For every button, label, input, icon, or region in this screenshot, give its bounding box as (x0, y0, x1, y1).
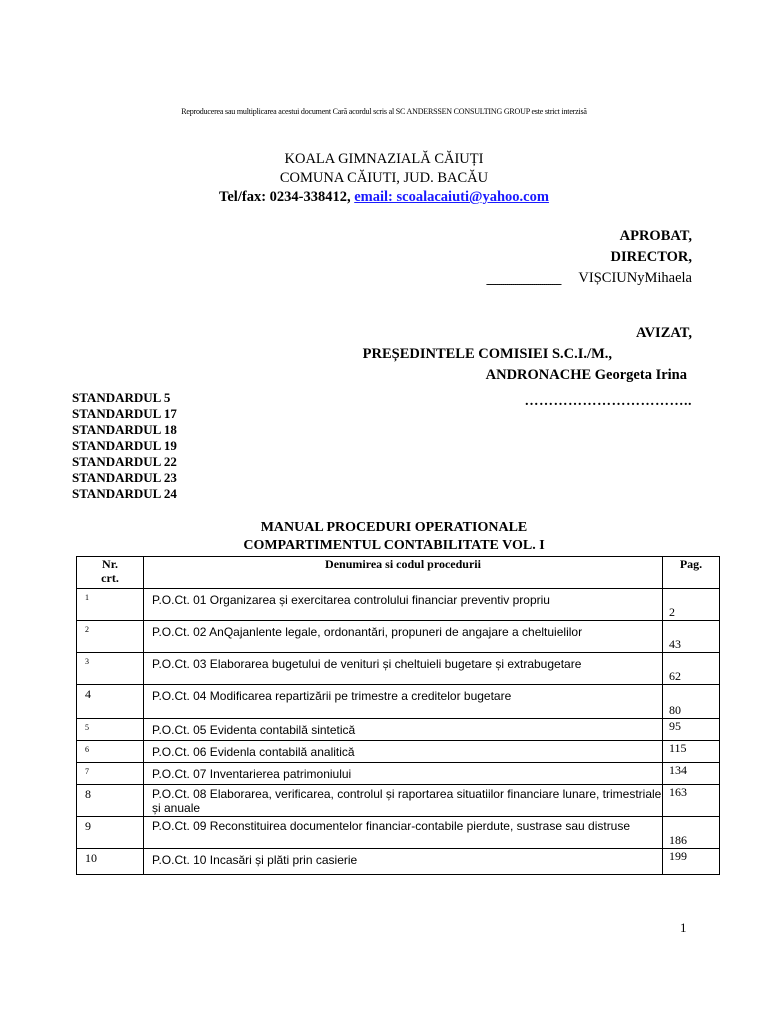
row-number: 2 (85, 625, 89, 634)
header-name: Denumirea si codul procedurii (144, 557, 663, 589)
endorsement-role: PREȘEDINTELE COMISIEI S.C.I./M., (362, 346, 612, 362)
row-number: 4 (85, 687, 91, 701)
approval-signature-line: ------------------------------------ (486, 278, 561, 290)
standard-item: STANDARDUL 22 (72, 454, 177, 469)
procedure-name: P.O.Ct. 08 Elaborarea, verificarea, controlul și raportarea situatiilor financiare lunare, trimestriale și anuale (144, 785, 663, 817)
standard-item: STANDARDUL 18 (72, 422, 177, 437)
procedure-name: P.O.Ct. 07 Inventarierea patrimoniului (144, 763, 663, 785)
row-number: 1 (85, 593, 89, 602)
approval-label: APROBAT, (619, 228, 692, 244)
school-header (0, 150, 768, 207)
procedure-page: 43 (663, 621, 720, 653)
procedures-table (76, 556, 720, 875)
manual-title (0, 519, 768, 555)
row-number: 5 (85, 723, 89, 732)
header-nr (77, 557, 144, 589)
procedure-name: P.O.Ct. 06 Evidenla contabilă analitică (144, 741, 663, 763)
row-number: 10 (85, 851, 97, 865)
procedure-page: 199 (663, 849, 720, 875)
procedure-name: P.O.Ct. 03 Elaborarea bugetului de venituri și cheltuieli bugetare și extrabugetare (144, 653, 663, 685)
endorsement-name: ANDRONACHE Georgeta Irina (485, 367, 687, 383)
school-contact (0, 188, 768, 207)
table-row (77, 621, 720, 653)
row-number: 8 (85, 787, 91, 801)
header-nr-line1: Nr. (102, 557, 118, 571)
manual-title-line2: COMPARTIMENTUL CONTABILITATE VOL. I (243, 538, 545, 553)
standard-item: STANDARDUL 19 (72, 438, 177, 453)
table-row (77, 685, 720, 719)
procedure-name: P.O.Ct. 05 Evidenta contabilă sintetică (144, 719, 663, 741)
endorsement-block (363, 323, 692, 386)
procedure-name: P.O.Ct. 02 AnQajanlente legale, ordonantări, propuneri de angajare a cheltuielilor (144, 621, 663, 653)
table-row (77, 741, 720, 763)
procedure-page: 186 (663, 817, 720, 849)
row-number: 3 (85, 657, 89, 666)
table-header-row (77, 557, 720, 589)
endorsement-signature-line: …………………………….. (524, 394, 692, 409)
table-row (77, 589, 720, 621)
standard-item: STANDARDUL 23 (72, 470, 177, 485)
procedure-name: P.O.Ct. 04 Modificarea repartizării pe trimestre a creditelor bugetare (144, 685, 663, 719)
procedure-page: 134 (663, 763, 720, 785)
table-row (77, 653, 720, 685)
copyright-notice: Reproducerea sau multiplicarea acestui document Cară acordul scris al SC ANDERSSEN CONSULTING GROUP este strict interzisă (181, 107, 587, 116)
school-address: COMUNA CĂIUTI, JUD. BACĂU (279, 170, 489, 186)
school-name: KOALA GIMNAZIALĂ CĂIUȚI (284, 151, 484, 167)
endorsement-label: AVIZAT, (635, 325, 692, 341)
table-row (77, 763, 720, 785)
header-nr-line2: crt. (101, 571, 119, 585)
procedure-name: P.O.Ct. 10 Incasări și plăti prin casierie (144, 849, 663, 875)
procedure-page: 95 (663, 719, 720, 741)
approval-name: VIȘCIUNyMihaela (578, 270, 692, 286)
row-number: 7 (85, 767, 89, 776)
header-page: Pag. (663, 557, 720, 589)
procedure-name: P.O.Ct. 01 Organizarea și exercitarea controlului financiar preventiv propriu (144, 589, 663, 621)
standard-item: STANDARDUL 24 (72, 486, 177, 501)
row-number: 6 (85, 745, 89, 754)
phone-fax: Tel/fax: 0234-338412, (219, 189, 355, 205)
standards-list (72, 390, 177, 502)
row-number: 9 (85, 819, 91, 833)
page-number: 1 (680, 920, 687, 935)
approval-role: DIRECTOR, (610, 249, 692, 265)
table-row (77, 785, 720, 817)
standard-item: STANDARDUL 5 (72, 390, 171, 405)
standard-item: STANDARDUL 17 (72, 406, 177, 421)
table-row (77, 817, 720, 849)
manual-title-line1: MANUAL PROCEDURI OPERATIONALE (260, 520, 528, 535)
procedure-page: 80 (663, 685, 720, 719)
procedure-page: 2 (663, 589, 720, 621)
email-link[interactable]: email: scoalacaiuti@yahoo.com (354, 189, 549, 205)
table-row (77, 849, 720, 875)
approval-block (578, 226, 692, 289)
procedure-page: 62 (663, 653, 720, 685)
procedure-name: P.O.Ct. 09 Reconstituirea documentelor financiar-contabile pierdute, sustrase sau distruse (144, 817, 663, 849)
table-row (77, 719, 720, 741)
procedure-page: 163 (663, 785, 720, 817)
procedure-page: 115 (663, 741, 720, 763)
